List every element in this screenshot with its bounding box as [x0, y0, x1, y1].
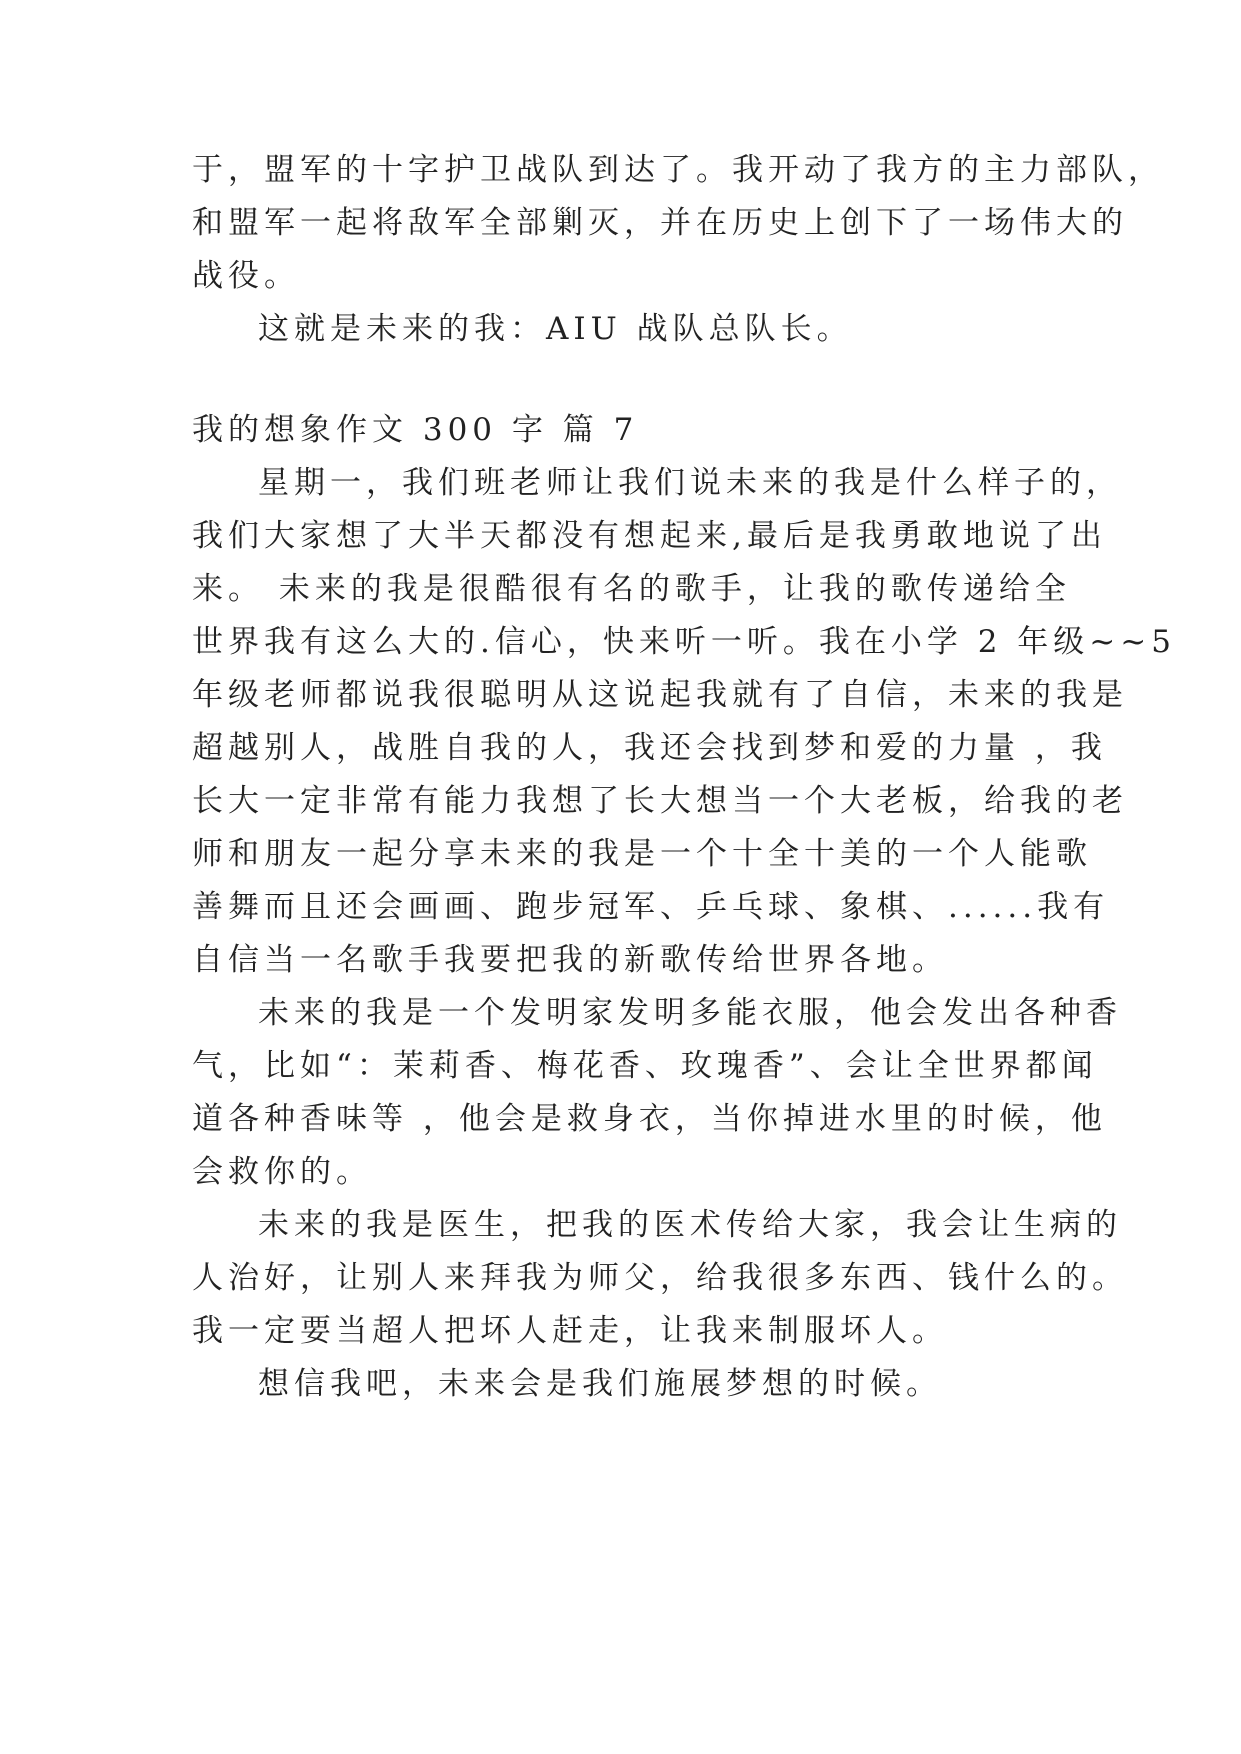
text-line: 自信当一名歌手我要把我的新歌传给世界各地。	[192, 942, 948, 978]
text-line: 道各种香味等 ，他会是救身衣，当你掉进水里的时候，他	[192, 1101, 1107, 1137]
text-line: 年级老师都说我很聪明从这说起我就有了自信，未来的我是	[192, 677, 1128, 713]
text-line: 想信我吧，未来会是我们施展梦想的时候。	[258, 1366, 942, 1402]
text-line: 世界我有这么大的.信心，快来听一听。我在小学 2 年级~~5	[192, 624, 1176, 660]
closing-line: 这就是未来的我：AIU 战队总队长。	[258, 311, 853, 347]
text-line: 星期一，我们班老师让我们说未来的我是什么样子的，	[258, 465, 1122, 501]
text-line: 战役。	[192, 258, 300, 294]
text-line: 气，比如“：茉莉香、梅花香、玫瑰香”、会让全世界都闻	[192, 1048, 1098, 1084]
text-line: 未来的我是医生，把我的医术传给大家，我会让生病的	[258, 1207, 1122, 1243]
text-line: 未来的我是一个发明家发明多能衣服，他会发出各种香	[258, 995, 1122, 1031]
text-line: 我们大家想了大半天都没有想起来,最后是我勇敢地说了出	[192, 518, 1107, 554]
text-line: 超越别人，战胜自我的人，我还会找到梦和爱的力量 ，我	[192, 730, 1107, 766]
text-line: 来。 未来的我是很酷很有名的歌手，让我的歌传递给全	[192, 571, 1071, 607]
text-line: 于，盟军的十字护卫战队到达了。我开动了我方的主力部队，	[192, 152, 1164, 188]
text-line: 会救你的。	[192, 1154, 372, 1190]
text-line: 善舞而且还会画画、跑步冠军、乒乓球、象棋、......我有	[192, 889, 1110, 925]
text-line: 我一定要当超人把坏人赶走，让我来制服坏人。	[192, 1313, 948, 1349]
text-line: 长大一定非常有能力我想了长大想当一个大老板，给我的老	[192, 783, 1128, 819]
text-line: 人治好，让别人来拜我为师父，给我很多东西、钱什么的。	[192, 1260, 1128, 1296]
text-line: 和盟军一起将敌军全部剿灭，并在历史上创下了一场伟大的	[192, 205, 1128, 241]
text-line: 师和朋友一起分享未来的我是一个十全十美的一个人能歌	[192, 836, 1092, 872]
section-title: 我的想象作文 300 字 篇 7	[192, 412, 639, 448]
